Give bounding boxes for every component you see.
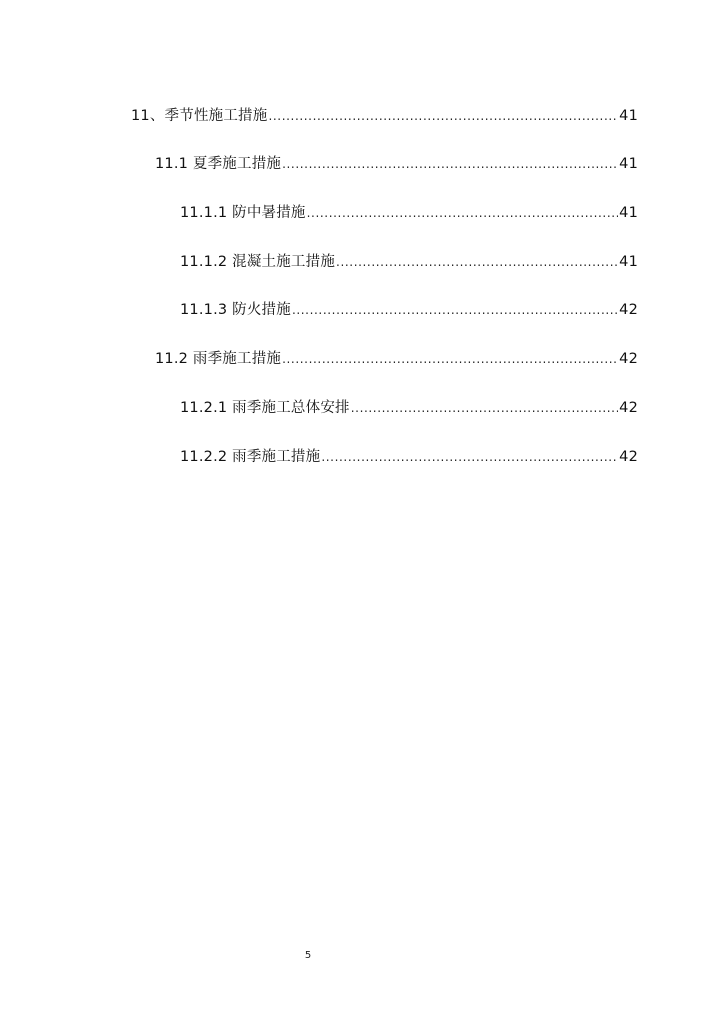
toc-entry-title: 11.2.1 雨季施工总体安排 <box>180 400 350 416</box>
page-number: 5 <box>304 950 312 961</box>
toc-entry-title: 11.1 夏季施工措施 <box>155 156 282 172</box>
toc-dot-leader <box>321 446 618 468</box>
toc-entry-title: 11.2 雨季施工措施 <box>155 351 282 367</box>
toc-dot-leader <box>292 299 618 321</box>
toc-entry-11-1-1[interactable] <box>180 202 638 224</box>
toc-entry-title: 11.1.1 防中暑措施 <box>180 205 306 221</box>
toc-entry-page: 42 <box>619 449 638 465</box>
toc-dot-leader <box>336 251 618 273</box>
toc-entry-11-2[interactable] <box>155 348 638 370</box>
toc-entry-page: 41 <box>619 254 638 270</box>
toc-entry-title: 11.2.2 雨季施工措施 <box>180 449 321 465</box>
toc-entry-11-2-2[interactable] <box>180 446 638 468</box>
toc-dot-leader <box>268 105 618 127</box>
toc-entry-title: 11.1.3 防火措施 <box>180 302 291 318</box>
toc-entry-title: 11.1.2 混凝土施工措施 <box>180 254 336 270</box>
toc-dot-leader <box>351 397 618 419</box>
toc-dot-leader <box>307 202 619 224</box>
toc-entry-page: 41 <box>619 205 638 221</box>
toc-entry-11[interactable] <box>131 105 638 127</box>
toc-dot-leader <box>282 153 618 175</box>
toc-entry-page: 42 <box>619 302 638 318</box>
toc-entry-title: 11、季节性施工措施 <box>131 108 268 124</box>
toc-entry-page: 41 <box>619 156 638 172</box>
toc-entry-11-2-1[interactable] <box>180 397 638 419</box>
toc-entry-page: 41 <box>619 108 638 124</box>
toc-entry-page: 42 <box>619 351 638 367</box>
toc-entry-11-1-2[interactable] <box>180 251 638 273</box>
toc-dot-leader <box>282 348 618 370</box>
toc-entry-11-1[interactable] <box>155 153 638 175</box>
toc-entry-page: 42 <box>619 400 638 416</box>
toc-entry-11-1-3[interactable] <box>180 299 638 321</box>
